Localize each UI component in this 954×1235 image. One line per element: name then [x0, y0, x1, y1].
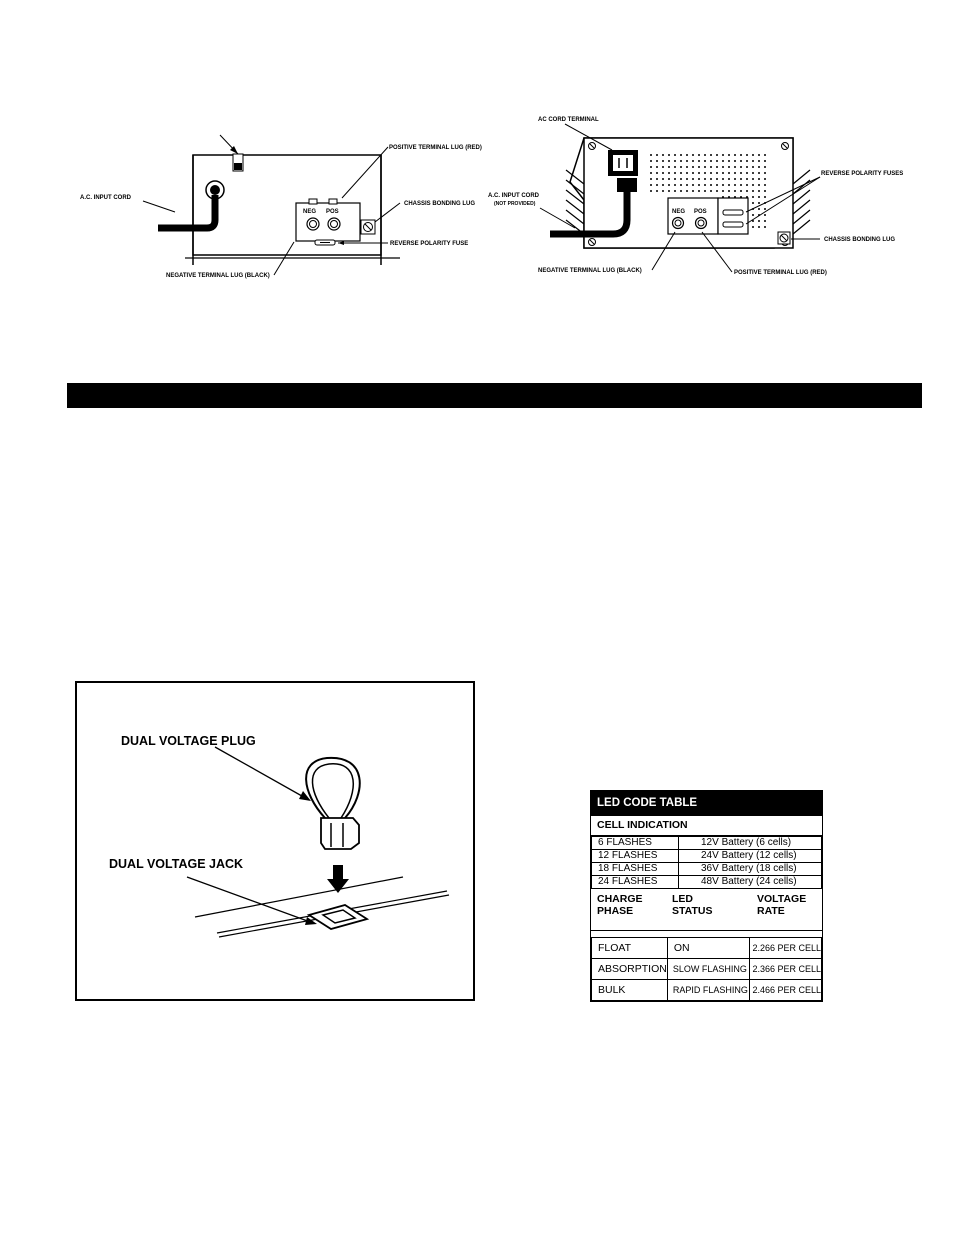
- table-row: [592, 837, 822, 850]
- ac-input-cord-label: A.C. INPUT CORD: [80, 195, 131, 201]
- dual-voltage-drawing: [77, 683, 473, 999]
- led-table-title: LED CODE TABLE: [591, 791, 822, 816]
- chassis-bonding-right-label: CHASSIS BONDING LUG: [824, 237, 896, 243]
- voltage-header-1: VOLTAGE: [757, 893, 807, 905]
- negative-lug-label: NEGATIVE TERMINAL LUG (BLACK): [166, 273, 270, 279]
- table-row: [592, 863, 822, 876]
- flashes-cell: 24 FLASHES: [592, 876, 679, 889]
- flashes-cell: 18 FLASHES: [592, 863, 679, 876]
- table-row: [592, 959, 822, 980]
- positive-lug-label: POSITIVE TERMINAL LUG (RED): [389, 145, 482, 151]
- neg-label-right: NEG: [672, 209, 686, 215]
- battery-cell: 24V Battery (12 cells): [679, 850, 822, 863]
- reverse-fuse-label: REVERSE POLARITY FUSE: [390, 241, 469, 247]
- status-cell: ON: [667, 938, 750, 959]
- reverse-fuses-label: REVERSE POLARITY FUSES: [821, 171, 904, 177]
- positive-lug-right-label: POSITIVE TERMINAL LUG (RED): [734, 270, 827, 276]
- dual-voltage-figure: [75, 681, 475, 1001]
- ac-input-cord-right-label: A.C. INPUT CORD: [488, 193, 539, 199]
- not-provided-label: (NOT PROVIDED): [494, 201, 536, 207]
- charger-front-diagram: [480, 110, 940, 285]
- charger-side-diagram: [70, 110, 490, 290]
- table-row: [592, 980, 822, 1001]
- led-header-2: STATUS: [672, 905, 713, 917]
- cell-indication-heading: CELL INDICATION: [591, 816, 822, 836]
- rate-cell: 2.366 PER CELL: [750, 959, 822, 980]
- pos-label-right: POS: [694, 209, 707, 215]
- table-row: [592, 850, 822, 863]
- flashes-cell: 6 FLASHES: [592, 837, 679, 850]
- pos-label: POS: [326, 209, 339, 215]
- status-cell: RAPID FLASHING: [667, 980, 750, 1001]
- rate-cell: 2.466 PER CELL: [750, 980, 822, 1001]
- neg-label: NEG: [303, 209, 317, 215]
- dual-voltage-plug-label: DUAL VOLTAGE PLUG: [121, 734, 256, 748]
- voltage-header-2: RATE: [757, 905, 785, 917]
- table-row: [592, 938, 822, 959]
- battery-cell: 36V Battery (18 cells): [679, 863, 822, 876]
- negative-lug-right-label: NEGATIVE TERMINAL LUG (BLACK): [538, 268, 642, 274]
- chassis-bonding-label: CHASSIS BONDING LUG: [404, 201, 476, 207]
- dual-voltage-jack-label: DUAL VOLTAGE JACK: [109, 857, 244, 871]
- battery-cell: 48V Battery (24 cells): [679, 876, 822, 889]
- phase-cell: FLOAT: [592, 938, 668, 959]
- section-header-bar: [67, 383, 922, 408]
- phase-header-row: [591, 889, 822, 931]
- phase-cell: BULK: [592, 980, 668, 1001]
- flashes-cell: 12 FLASHES: [592, 850, 679, 863]
- charge-header-2: PHASE: [597, 905, 634, 917]
- phase-cell: ABSORPTION: [592, 959, 668, 980]
- led-code-table: [590, 790, 823, 1002]
- table-row: [592, 876, 822, 889]
- battery-cell: 12V Battery (6 cells): [679, 837, 822, 850]
- ac-cord-terminal-label: AC CORD TERMINAL: [538, 117, 599, 123]
- cell-indication-table: [591, 836, 822, 889]
- status-cell: SLOW FLASHING: [667, 959, 750, 980]
- charge-phase-table: [591, 937, 822, 1001]
- rate-cell: 2.266 PER CELL: [750, 938, 822, 959]
- charge-header-1: CHARGE: [597, 893, 643, 905]
- led-header-1: LED: [672, 893, 693, 905]
